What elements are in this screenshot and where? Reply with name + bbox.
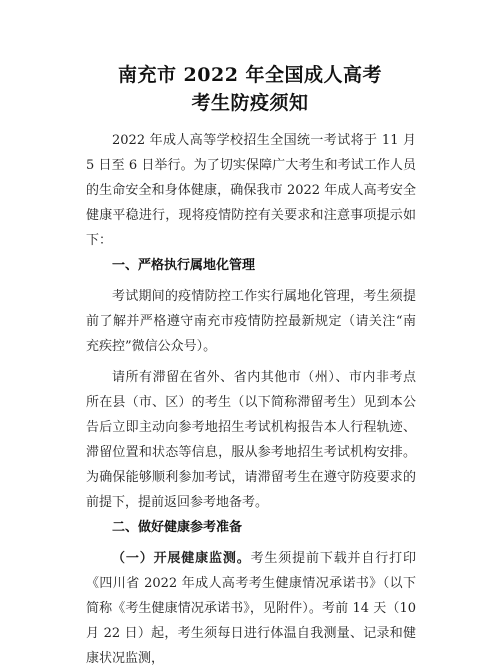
document-title-line1: 南充市 2022 年全国成人高考 xyxy=(117,64,383,86)
document-body xyxy=(86,128,416,671)
section2-heading: 二、做好健康参考准备 xyxy=(112,520,243,535)
intro-paragraph: 2022 年成人高等学校招生全国统一考试将于 11 月 5 日至 6 日举行。为了切实保障广大考生和考试工作人员的生命安全和身体健康，确保我市 2022 年成人高考安全健康平稳进行，现将疫情防控有关要求和注意事项提示如下： xyxy=(86,133,416,248)
section1-paragraph1: 考试期间的疫情防控工作实行属地化管理，考生须提前了解并严格遵守南充市疫情防控最新规定（请关注“南充疾控”微信公众号）。 xyxy=(86,289,416,354)
section2-sub1-label: （一）开展健康监测。 xyxy=(112,551,251,566)
section1-heading: 一、严格执行属地化管理 xyxy=(112,258,256,273)
document-title-line2: 考生防疫须知 xyxy=(191,92,309,114)
section2-sub1-text: 考生须提前下载并自行打印《四川省 2022 年成人高考考生健康情况承诺书》（以下简称《考生健康情况承诺书》，见附件）。考前 14 天（10 月 22 日）起，考生须每日进行体温自我测量、记录和健康状况监测， xyxy=(86,551,416,666)
section2-sub1-paragraph xyxy=(86,546,416,671)
section1-paragraph2: 请所有滞留在省外、省内其他市（州）、市内非考点所在县（市、区）的考生（以下简称滞留考生）见到本公告后立即主动向参考地招生考试机构报告本人行程轨迹、滞留位置和状态等信息，服从参考地招生考试机构安排。为确保能够顺利参加考试，请滞留考生在遵守防疫要求的前提下，提前返回参考地备考。 xyxy=(86,370,416,510)
